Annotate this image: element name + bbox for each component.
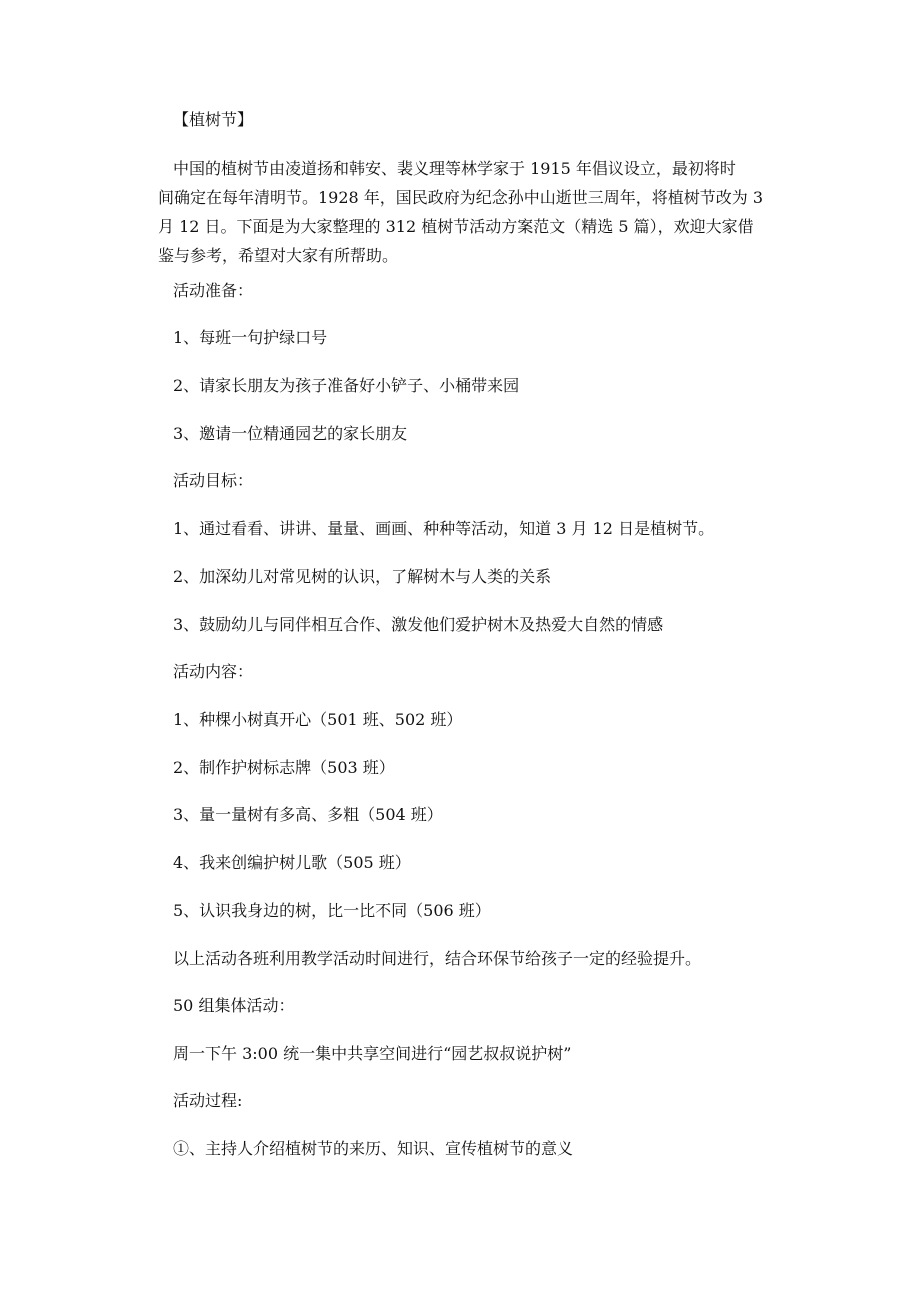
list-item: 1、通过看看、讲讲、量量、画画、种种等活动，知道 3 月 12 日是植树节。 — [173, 519, 715, 538]
document-title: 【植树节】 — [173, 110, 254, 129]
list-item: 3、邀请一位精通园艺的家长朋友 — [173, 424, 408, 443]
paragraph: 周一下午 3:00 统一集中共享空间进行“园艺叔叔说护树” — [173, 1044, 572, 1063]
list-item: 2、请家长朋友为孩子准备好小铲子、小桶带来园 — [173, 376, 520, 395]
section-heading-preparation: 活动准备： — [173, 281, 254, 300]
paragraph: 以上活动各班利用教学活动时间进行，结合环保节给孩子一定的经验提升。 — [173, 949, 702, 968]
section-heading-content: 活动内容： — [173, 662, 254, 681]
section-heading-process: 活动过程: — [173, 1091, 243, 1110]
section-heading-goals: 活动目标： — [173, 471, 254, 490]
intro-line-3: 月 12 日。下面是为大家整理的 312 植树节活动方案范文（精选 5 篇），欢迎大家借 — [158, 217, 754, 236]
intro-line-4: 鉴与参考，希望对大家有所帮助。 — [158, 246, 399, 265]
list-item: 1、种棵小树真开心（501 班、502 班） — [173, 710, 463, 729]
list-item: 3、量一量树有多高、多粗（504 班） — [173, 805, 443, 824]
list-item: 3、鼓励幼儿与同伴相互合作、激发他们爱护树木及热爱大自然的情感 — [173, 615, 664, 634]
intro-line-2: 间确定在每年清明节。1928 年，国民政府为纪念孙中山逝世三周年，将植树节改为 3 — [158, 188, 764, 207]
list-item: 4、我来创编护树儿歌（505 班） — [173, 853, 411, 872]
intro-line-1: 中国的植树节由凌道扬和韩安、裴义理等林学家于 1915 年倡议设立，最初将时 — [173, 159, 736, 178]
list-item: 2、加深幼儿对常见树的认识，了解树木与人类的关系 — [173, 567, 552, 586]
list-item: 5、认识我身边的树，比一比不同（506 班） — [173, 901, 491, 920]
list-item: ①、主持人介绍植树节的来历、知识、宣传植树节的意义 — [173, 1139, 574, 1158]
list-item: 1、每班一句护绿口号 — [173, 328, 328, 347]
list-item: 2、制作护树标志牌（503 班） — [173, 758, 395, 777]
section-heading-group-activity: 50 组集体活动： — [173, 996, 295, 1015]
